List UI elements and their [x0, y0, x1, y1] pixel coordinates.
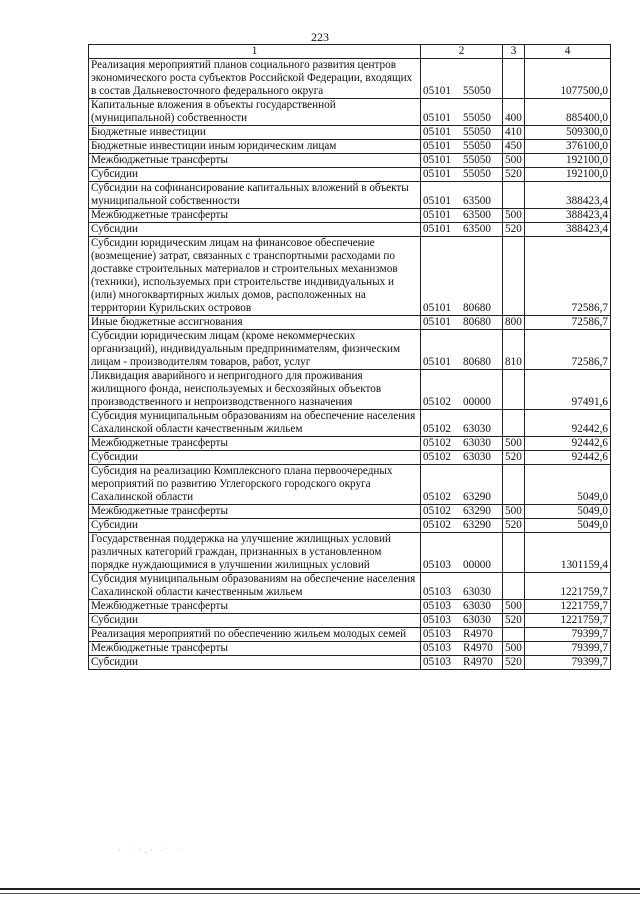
table-row — [89, 410, 611, 437]
row-code — [421, 573, 503, 600]
row-amount: 97491,6 — [525, 370, 611, 410]
row-amount: 388423,4 — [525, 223, 611, 237]
row-article-code: 55050 — [463, 85, 491, 97]
table-row — [89, 59, 611, 99]
row-code — [421, 237, 503, 316]
budget-table — [88, 44, 611, 670]
row-amount: 1221759,7 — [525, 614, 611, 628]
row-amount: 1077500,0 — [525, 59, 611, 99]
row-section-code: 05103 — [423, 559, 451, 571]
row-section-code: 05101 — [423, 195, 451, 207]
row-section-code: 05101 — [423, 112, 451, 124]
row-code — [421, 614, 503, 628]
row-name: Реализация мероприятий планов социального развития центров экономического роста субъектов Российской Федерации, входящих в состав Дальневосточного федерального округа — [89, 59, 421, 99]
row-name: Субсидии юридическим лицам на финансовое обеспечение (возмещение) затрат, связанных с транспортными расходами по доставке строительных материалов и строительных механизмов (техники), используемых при строительстве индивидуальных и (или) многоквартирных жилых домов, расположенных на территории Курильских островов — [89, 237, 421, 316]
row-expense-type: 520 — [503, 614, 525, 628]
row-expense-type: 500 — [503, 600, 525, 614]
row-code — [421, 154, 503, 168]
row-expense-type: 520 — [503, 451, 525, 465]
row-expense-type: 410 — [503, 126, 525, 140]
row-expense-type: 520 — [503, 168, 525, 182]
table-row — [89, 209, 611, 223]
row-code — [421, 465, 503, 505]
table-row — [89, 99, 611, 126]
row-section-code: 05103 — [423, 614, 451, 626]
row-name: Субсидии юридическим лицам (кроме некоммерческих организаций), индивидуальным предпринимателям, физическим лицам - производителям товаров, работ, услуг — [89, 330, 421, 370]
row-code — [421, 642, 503, 656]
table-row — [89, 154, 611, 168]
table-row — [89, 519, 611, 533]
row-article-code: 63500 — [463, 209, 491, 221]
row-section-code: 05101 — [423, 209, 451, 221]
row-code — [421, 656, 503, 670]
row-section-code: 05101 — [423, 85, 451, 97]
row-expense-type — [503, 628, 525, 642]
row-expense-type: 810 — [503, 330, 525, 370]
header-amount: 4 — [525, 45, 611, 59]
row-code — [421, 316, 503, 330]
row-section-code: 05103 — [423, 656, 451, 668]
row-article-code: 55050 — [463, 140, 491, 152]
table-row — [89, 126, 611, 140]
row-name: Субсидии на софинансирование капитальных вложений в объекты муниципальной собственности — [89, 182, 421, 209]
row-article-code: 63290 — [463, 519, 491, 531]
row-amount: 5049,0 — [525, 505, 611, 519]
row-code — [421, 140, 503, 154]
row-article-code: 63030 — [463, 614, 491, 626]
row-section-code: 05102 — [423, 396, 451, 408]
row-code — [421, 182, 503, 209]
row-name: Межбюджетные трансферты — [89, 154, 421, 168]
table-row — [89, 628, 611, 642]
row-name: Иные бюджетные ассигнования — [89, 316, 421, 330]
row-amount: 1221759,7 — [525, 600, 611, 614]
row-name: Субсидии — [89, 451, 421, 465]
row-article-code: 80680 — [463, 356, 491, 368]
row-expense-type: 520 — [503, 519, 525, 533]
row-name: Реализация мероприятий по обеспечению жильем молодых семей — [89, 628, 421, 642]
table-row — [89, 614, 611, 628]
bottom-rule-thin — [0, 893, 640, 894]
table-row — [89, 182, 611, 209]
row-article-code: 00000 — [463, 559, 491, 571]
row-section-code: 05103 — [423, 600, 451, 612]
row-section-code: 05101 — [423, 223, 451, 235]
row-expense-type — [503, 533, 525, 573]
row-expense-type: 450 — [503, 140, 525, 154]
row-section-code: 05101 — [423, 316, 451, 328]
row-amount: 92442,6 — [525, 410, 611, 437]
row-code — [421, 209, 503, 223]
row-amount: 79399,7 — [525, 642, 611, 656]
row-expense-type — [503, 237, 525, 316]
table-row — [89, 505, 611, 519]
bottom-rule — [0, 888, 640, 890]
row-name: Субсидии — [89, 168, 421, 182]
row-expense-type: 520 — [503, 223, 525, 237]
table-row — [89, 642, 611, 656]
row-section-code: 05102 — [423, 451, 451, 463]
row-code — [421, 168, 503, 182]
row-article-code: 80680 — [463, 302, 491, 314]
row-amount: 1301159,4 — [525, 533, 611, 573]
row-expense-type: 500 — [503, 209, 525, 223]
table-row — [89, 656, 611, 670]
table-row — [89, 140, 611, 154]
header-row — [89, 45, 611, 59]
row-expense-type: 500 — [503, 642, 525, 656]
row-amount: 5049,0 — [525, 519, 611, 533]
row-amount: 388423,4 — [525, 182, 611, 209]
row-amount: 79399,7 — [525, 656, 611, 670]
row-amount: 376100,0 — [525, 140, 611, 154]
row-article-code: R4970 — [463, 628, 493, 640]
row-amount: 92442,6 — [525, 451, 611, 465]
row-amount: 79399,7 — [525, 628, 611, 642]
row-name: Субсидия муниципальным образованиям на обеспечение населения Сахалинской области качественным жильем — [89, 410, 421, 437]
row-expense-type — [503, 465, 525, 505]
row-article-code: 55050 — [463, 126, 491, 138]
row-section-code: 05102 — [423, 423, 451, 435]
scan-artifact: · ˙ ·.· ·˙ · — [118, 846, 183, 855]
row-code — [421, 533, 503, 573]
row-code — [421, 59, 503, 99]
row-expense-type — [503, 410, 525, 437]
table-row — [89, 533, 611, 573]
table-row — [89, 451, 611, 465]
row-expense-type: 500 — [503, 437, 525, 451]
row-article-code: 63500 — [463, 195, 491, 207]
row-code — [421, 600, 503, 614]
table-body — [89, 59, 611, 670]
row-article-code: 55050 — [463, 112, 491, 124]
table-row — [89, 573, 611, 600]
row-expense-type: 520 — [503, 656, 525, 670]
row-code — [421, 330, 503, 370]
row-expense-type: 500 — [503, 154, 525, 168]
row-amount: 1221759,7 — [525, 573, 611, 600]
row-code — [421, 126, 503, 140]
row-code — [421, 370, 503, 410]
row-amount: 5049,0 — [525, 465, 611, 505]
row-section-code: 05101 — [423, 140, 451, 152]
row-name: Субсидии — [89, 656, 421, 670]
table-row — [89, 223, 611, 237]
row-article-code: 00000 — [463, 396, 491, 408]
row-expense-type — [503, 573, 525, 600]
row-article-code: 63290 — [463, 505, 491, 517]
row-article-code: 63030 — [463, 423, 491, 435]
row-expense-type — [503, 59, 525, 99]
row-expense-type — [503, 370, 525, 410]
row-section-code: 05103 — [423, 586, 451, 598]
row-name: Субсидии — [89, 519, 421, 533]
row-code — [421, 628, 503, 642]
row-article-code: 55050 — [463, 154, 491, 166]
row-code — [421, 519, 503, 533]
table-row — [89, 316, 611, 330]
row-article-code: 80680 — [463, 316, 491, 328]
row-name: Межбюджетные трансферты — [89, 209, 421, 223]
row-amount: 885400,0 — [525, 99, 611, 126]
row-name: Ликвидация аварийного и непригодного для проживания жилищного фонда, неиспользуемых и бесхозяйных объектов производственного и непроизводственного назначения — [89, 370, 421, 410]
row-article-code: 63290 — [463, 491, 491, 503]
table-row — [89, 465, 611, 505]
row-amount: 72586,7 — [525, 330, 611, 370]
row-name: Субсидии — [89, 614, 421, 628]
row-name: Государственная поддержка на улучшение жилищных условий различных категорий граждан, признанных в установленном порядке нуждающимися в улучшении жилищных условий — [89, 533, 421, 573]
row-section-code: 05102 — [423, 437, 451, 449]
row-article-code: 63030 — [463, 600, 491, 612]
row-expense-type: 400 — [503, 99, 525, 126]
row-amount: 388423,4 — [525, 209, 611, 223]
row-section-code: 05103 — [423, 628, 451, 640]
table-row — [89, 600, 611, 614]
row-amount: 72586,7 — [525, 237, 611, 316]
row-section-code: 05102 — [423, 519, 451, 531]
row-code — [421, 451, 503, 465]
row-name: Межбюджетные трансферты — [89, 505, 421, 519]
row-amount: 72586,7 — [525, 316, 611, 330]
row-name: Капитальные вложения в объекты государственной (муниципальной) собственности — [89, 99, 421, 126]
row-expense-type: 500 — [503, 505, 525, 519]
row-article-code: 63500 — [463, 223, 491, 235]
row-article-code: R4970 — [463, 642, 493, 654]
row-code — [421, 505, 503, 519]
table-row — [89, 370, 611, 410]
table-row — [89, 237, 611, 316]
header-code: 2 — [421, 45, 503, 59]
row-section-code: 05101 — [423, 356, 451, 368]
row-code — [421, 410, 503, 437]
row-section-code: 05103 — [423, 642, 451, 654]
row-section-code: 05101 — [423, 168, 451, 180]
row-name: Субсидии — [89, 223, 421, 237]
row-name: Субсидия на реализацию Комплексного плана первоочередных мероприятий по развитию Углегорского городского округа Сахалинской области — [89, 465, 421, 505]
row-amount: 92442,6 — [525, 437, 611, 451]
row-amount: 192100,0 — [525, 168, 611, 182]
row-article-code: 63030 — [463, 586, 491, 598]
table-row — [89, 168, 611, 182]
row-code — [421, 99, 503, 126]
row-name: Бюджетные инвестиции — [89, 126, 421, 140]
row-name: Межбюджетные трансферты — [89, 600, 421, 614]
row-code — [421, 437, 503, 451]
row-amount: 509300,0 — [525, 126, 611, 140]
row-article-code: 63030 — [463, 437, 491, 449]
row-name: Межбюджетные трансферты — [89, 642, 421, 656]
row-expense-type: 800 — [503, 316, 525, 330]
header-vr: 3 — [503, 45, 525, 59]
row-article-code: 55050 — [463, 168, 491, 180]
row-name: Межбюджетные трансферты — [89, 437, 421, 451]
row-amount: 192100,0 — [525, 154, 611, 168]
row-expense-type — [503, 182, 525, 209]
table-row — [89, 437, 611, 451]
row-section-code: 05101 — [423, 154, 451, 166]
page-number: 223 — [311, 30, 329, 44]
row-section-code: 05101 — [423, 126, 451, 138]
row-name: Субсидия муниципальным образованиям на обеспечение населения Сахалинской области качественным жильем — [89, 573, 421, 600]
row-section-code: 05101 — [423, 302, 451, 314]
row-article-code: 63030 — [463, 451, 491, 463]
row-section-code: 05102 — [423, 505, 451, 517]
header-name: 1 — [89, 45, 421, 59]
row-name: Бюджетные инвестиции иным юридическим лицам — [89, 140, 421, 154]
row-code — [421, 223, 503, 237]
row-section-code: 05102 — [423, 491, 451, 503]
row-article-code: R4970 — [463, 656, 493, 668]
table-row — [89, 330, 611, 370]
